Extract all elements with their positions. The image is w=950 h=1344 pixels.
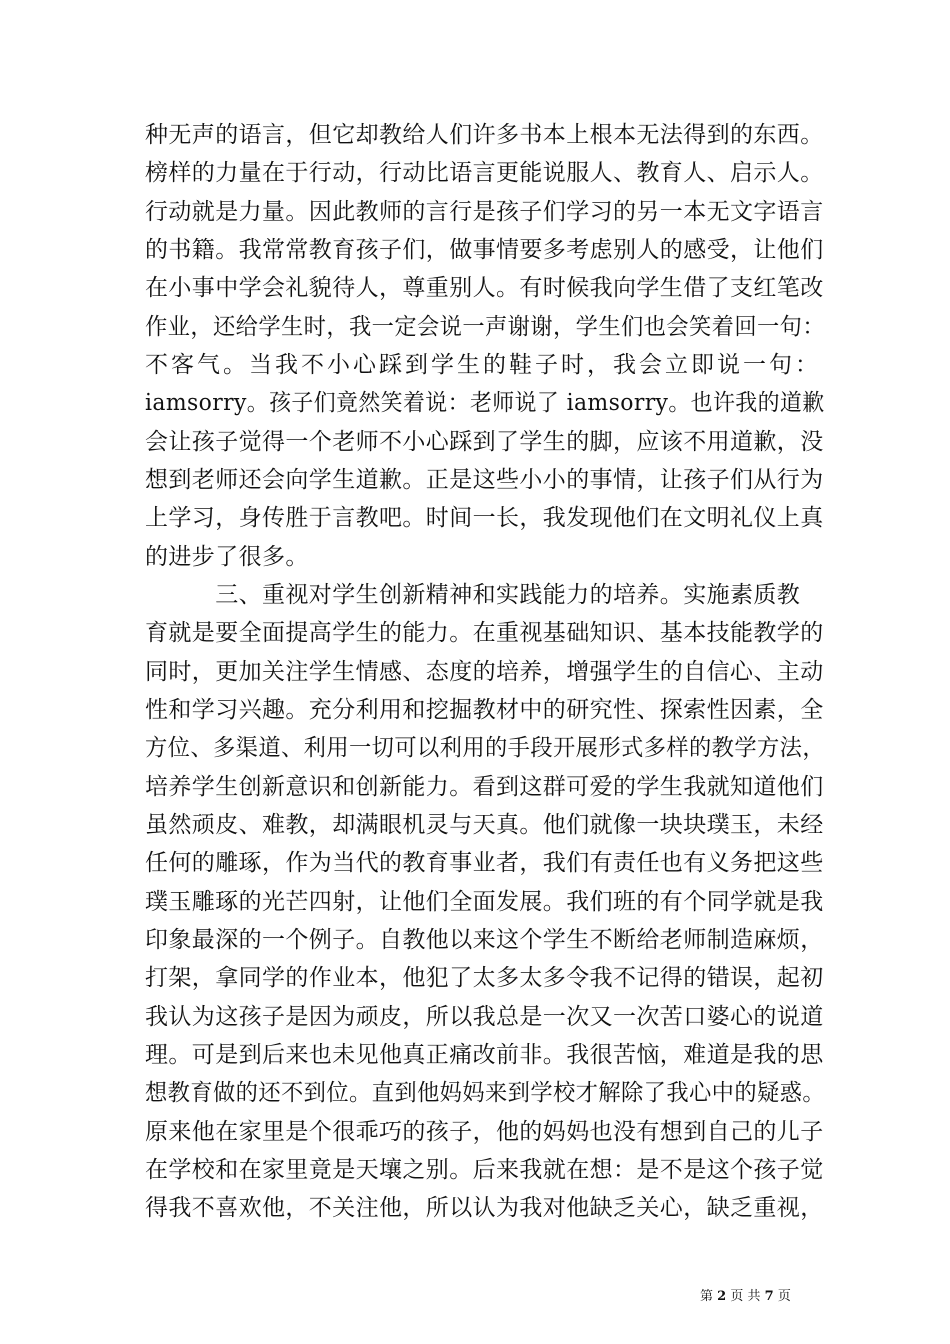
text-line: 同时，更加关注学生情感、态度的培养，增强学生的自信心、主动 bbox=[145, 659, 824, 685]
footer-suffix: 页 bbox=[777, 1289, 791, 1304]
text-line: 在小事中学会礼貌待人，尊重别人。有时候我向学生借了支红笔改 bbox=[145, 275, 824, 301]
text-line: 上学习，身传胜于言教吧。时间一长，我发现他们在文明礼仪上真 bbox=[145, 505, 824, 531]
text-line: 任何的雕琢，作为当代的教育事业者，我们有责任也有义务把这些 bbox=[145, 850, 824, 876]
text-line: iamsorry。孩子们竟然笑着说：老师说了 iamsorry。也许我的道歉 bbox=[145, 390, 825, 416]
text-line: 的进步了很多。 bbox=[145, 544, 309, 570]
text-line: 在学校和在家里竟是天壤之别。后来我就在想：是不是这个孩子觉 bbox=[145, 1157, 824, 1183]
text-line: 璞玉雕琢的光芒四射，让他们全面发展。我们班的有个同学就是我 bbox=[145, 889, 824, 915]
text-line: 性和学习兴趣。充分利用和挖掘教材中的研究性、探索性因素，全 bbox=[145, 697, 824, 723]
text-line: 榜样的力量在于行动，行动比语言更能说服人、教育人、启示人。 bbox=[145, 160, 824, 186]
page-number-footer bbox=[700, 1288, 791, 1306]
section-heading-line: 三、重视对学生创新精神和实践能力的培养。实施素质教 bbox=[145, 582, 801, 608]
text-line: 种无声的语言，但它却教给人们许多书本上根本无法得到的东西。 bbox=[145, 122, 824, 148]
text-line: 得我不喜欢他，不关注他，所以认为我对他缺乏关心，缺乏重视， bbox=[145, 1195, 824, 1221]
text-line: 不客气。当我不小心踩到学生的鞋子时，我会立即说一句： bbox=[145, 352, 821, 378]
text-line: 想到老师还会向学生道歉。正是这些小小的事情，让孩子们从行为 bbox=[145, 467, 824, 493]
text-line: 我认为这孩子是因为顽皮，所以我总是一次又一次苦口婆心的说道 bbox=[145, 1004, 824, 1030]
text-line: 印象最深的一个例子。自教他以来这个学生不断给老师制造麻烦， bbox=[145, 927, 824, 953]
total-page-count: 7 bbox=[764, 1289, 774, 1304]
text-line: 会让孩子觉得一个老师不小心踩到了学生的脚，应该不用道歉，没 bbox=[145, 429, 824, 455]
footer-middle: 页 共 bbox=[730, 1289, 761, 1304]
text-line: 打架，拿同学的作业本，他犯了太多太多令我不记得的错误，起初 bbox=[145, 965, 824, 991]
current-page-number: 2 bbox=[717, 1289, 727, 1304]
text-line: 方位、多渠道、利用一切可以利用的手段开展形式多样的教学方法， bbox=[145, 735, 825, 761]
text-line: 的书籍。我常常教育孩子们，做事情要多考虑别人的感受，让他们 bbox=[145, 237, 824, 263]
text-line: 想教育做的还不到位。直到他妈妈来到学校才解除了我心中的疑惑。 bbox=[145, 1080, 825, 1106]
text-line: 培养学生创新意识和创新能力。看到这群可爱的学生我就知道他们 bbox=[145, 774, 824, 800]
text-line: 育就是要全面提高学生的能力。在重视基础知识、基本技能教学的 bbox=[145, 620, 824, 646]
text-line: 理。可是到后来也未见他真正痛改前非。我很苦恼，难道是我的思 bbox=[145, 1042, 824, 1068]
text-line: 虽然顽皮、难教，却满眼机灵与天真。他们就像一块块璞玉，未经 bbox=[145, 812, 824, 838]
footer-prefix: 第 bbox=[700, 1289, 714, 1304]
text-line: 原来他在家里是个很乖巧的孩子，他的妈妈也没有想到自己的儿子 bbox=[145, 1119, 824, 1145]
text-line: 行动就是力量。因此教师的言行是孩子们学习的另一本无文字语言 bbox=[145, 199, 824, 225]
text-line: 作业，还给学生时，我一定会说一声谢谢，学生们也会笑着回一句： bbox=[145, 314, 825, 340]
